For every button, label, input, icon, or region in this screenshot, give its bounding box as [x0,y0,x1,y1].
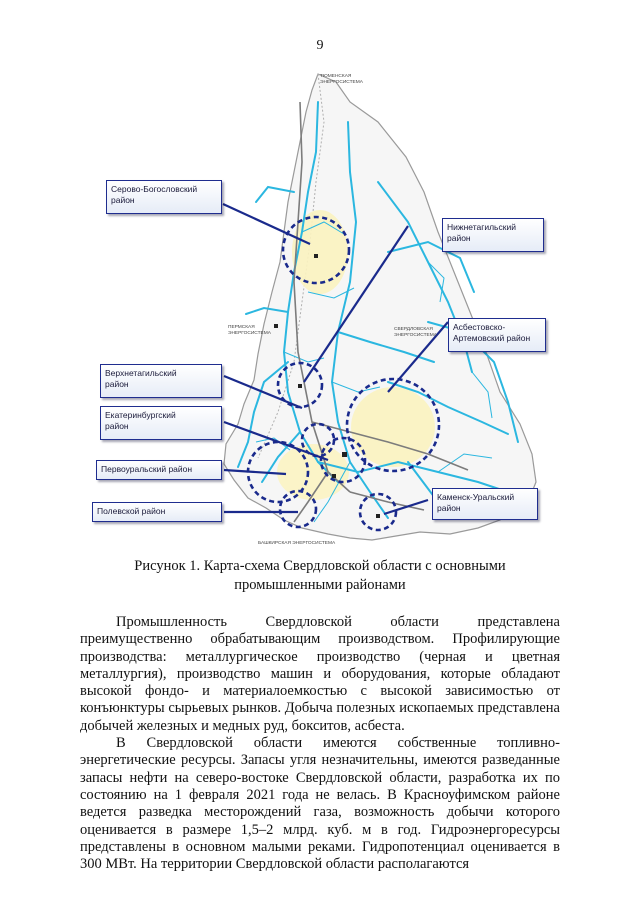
zone-serov [292,210,348,294]
label-sverdlovsk-1: СВЕРДЛОВСКАЯ [394,327,433,332]
label-perm-2: ЭНЕРГОСИСТЕМА [228,331,271,336]
callout-ekaterinburg: Екатеринбургский район [100,406,222,440]
label-perm-1: ПЕРМСКАЯ [228,325,255,330]
callout-nizhnetagil: Нижнетагильский район [442,218,544,252]
callout-pervouralsk: Первоуральский район [96,460,222,480]
callout-asbest-artemovsky: Асбестовско- Артемовский район [448,318,546,352]
label-sverdlovsk-2: ЭНЕРГОСИСТЕМА [394,333,437,338]
label-bashkir: БАШКИРСКАЯ ЭНЕРГОСИСТЕМА [258,541,336,546]
callout-verkhnetagil: Верхнетагильский район [100,364,222,398]
page-number: 9 [316,38,324,53]
label-tyumen-2: ЭНЕРГОСИСТЕМА [320,80,363,85]
body-text [80,614,560,873]
region-map-figure [88,62,558,547]
callout-serov-bogoslovsky: Серово-Богословский район [106,180,222,214]
callout-polevskoy: Полевской район [92,502,222,522]
callout-kamensk-uralsky: Каменск-Уральский район [432,488,538,520]
figure-caption: Рисунок 1. Карта-схема Свердловской области с основными промышленными районами [134,558,506,593]
paragraph: Промышленность Свердловской области представлена преимущественно обрабатывающим производством. Профилирующие производства: металлургическое производство (черная и цветная металлургия), производство машин и оборудования, которые обладают высокой фондо- и материалоемкостью с высокой зависимостью от конъюнктуры сырьевых рынков. Добыча полезных ископаемых представлена добычей железных и медных руд, бокситов, асбеста. [80,614,560,734]
label-tyumen-1: ТЮМЕНСКАЯ [320,74,352,79]
paragraph: В Свердловской области имеются собственные топливно-энергетические ресурсы. Запасы угля незначительны, имеются разведанные запасы нефти на северо-востоке Свердловской области, разработка их по состоянию на 1 февраля 2021 года не велась. В Красноуфимском районе ведется разведка месторождений газа, возможность добычи которого оценивается в размере 1,5–2 млрд. куб. м в год. Гидроэнергоресурсы представлены в основном малыми реками. Гидропотенциал оценивается в 300 МВт. На территории Свердловской области располагаются [80,735,560,873]
